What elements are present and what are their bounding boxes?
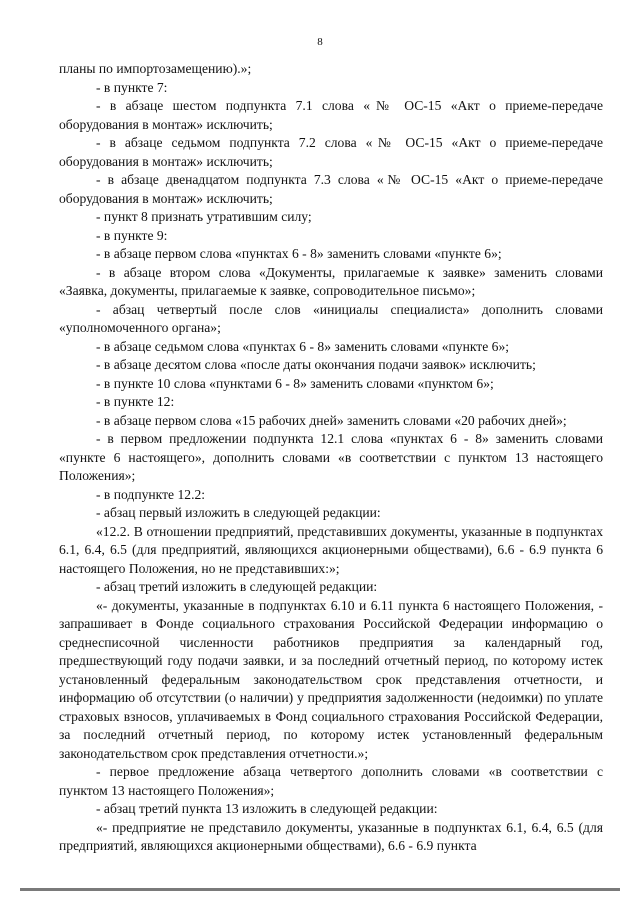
paragraph-13: - в пункте 10 слова «пунктами 6 - 8» заменить словами «пунктом 6»; xyxy=(96,375,494,391)
paragraph-14: - в пункте 12: xyxy=(96,394,175,409)
scan-edge-line xyxy=(20,888,620,891)
paragraph-15: - в абзаце первом слова «15 рабочих дней» заменить словами «20 рабочих дней»; xyxy=(96,412,567,428)
paragraph-10: - абзац четвертый после слов «инициалы специалиста» дополнить словами «уполномоченного органа»; xyxy=(59,301,603,335)
page-number: 8 xyxy=(317,36,323,48)
paragraph-3: - в абзаце шестом подпункта 7.1 слова «№ ОС-15 «Акт о приеме-передаче оборудования в монтаж» исключить; xyxy=(59,98,603,132)
paragraph-17: - в подпункте 12.2: xyxy=(96,486,206,502)
paragraph-2: - в пункте 7: xyxy=(96,79,168,95)
paragraph-19: «12.2. В отношении предприятий, представивших документы, указанные в подпунктах 6.1, 6.4, 6.5 (для предприятий, являющихся акционерными обществами), 6.6 - 6.9 пункта 6 настоящего Положения, но не представивших:»; xyxy=(59,523,603,576)
paragraph-18: - абзац первый изложить в следующей редакции: xyxy=(96,505,381,520)
paragraph-12: - в абзаце десятом слова «после даты окончания подачи заявок» исключить; xyxy=(96,357,536,372)
paragraph-6: - пункт 8 признать утратившим силу; xyxy=(96,209,312,224)
document-body xyxy=(59,60,603,856)
paragraph-5: - в абзаце двенадцатом подпункта 7.3 слова «№ ОС-15 «Акт о приеме-передаче оборудования в монтаж» исключить; xyxy=(59,172,603,206)
paragraph-7: - в пункте 9: xyxy=(96,227,168,243)
paragraph-9: - в абзаце втором слова «Документы, прилагаемые к заявке» заменить словами «Заявка, документы, прилагаемые к заявке, сопроводительное письмо»; xyxy=(59,264,603,298)
paragraph-1: планы по импортозамещению).»; xyxy=(59,61,252,76)
paragraph-20: - абзац третий изложить в следующей редакции: xyxy=(96,579,378,594)
paragraph-4: - в абзаце седьмом подпункта 7.2 слова «№ ОС-15 «Акт о приеме-передаче оборудования в монтаж» исключить; xyxy=(59,135,603,169)
paragraph-8: - в абзаце первом слова «пунктах 6 - 8» заменить словами «пункте 6»; xyxy=(96,246,502,261)
paragraph-21: «- документы, указанные в подпунктах 6.10 и 6.11 пункта 6 настоящего Положения, - запрашивает в Фонде социального страхования Российской Федерации информацию о среднесписочной численности работников предприятия за календарный год, предшествующий году подачи заявки, и за последний отчетный период, по которому истек установленный федеральным законодательством срок представления отчетности, и информацию об отсутствии (о наличии) у предприятия задолженности (недоимки) по уплате страховых взносов, уплачиваемых в Фонд социального страхования Российской Федерации, за последний отчетный период, по которому истек установленный федеральным законодательством срок представления отчетности.»; xyxy=(59,597,603,761)
paragraph-22: - первое предложение абзаца четвертого дополнить словами «в соответствии с пунктом 13 настоящего Положения»; xyxy=(59,764,603,798)
paragraph-16: - в первом предложении подпункта 12.1 слова «пунктах 6 - 8» заменить словами «пункте 6 настоящего», дополнить словами «в соответствии с пунктом 13 настоящего Положения»; xyxy=(59,431,603,483)
paragraph-11: - в абзаце седьмом слова «пунктах 6 - 8» заменить словами «пункте 6»; xyxy=(96,338,510,354)
paragraph-23: - абзац третий пункта 13 изложить в следующей редакции: xyxy=(96,801,438,816)
paragraph-24: «- предприятие не представило документы, указанные в подпунктах 6.1, 6.4, 6.5 (для предприятий, являющихся акционерными обществами), 6.6 - 6.9 пункта xyxy=(59,819,603,853)
